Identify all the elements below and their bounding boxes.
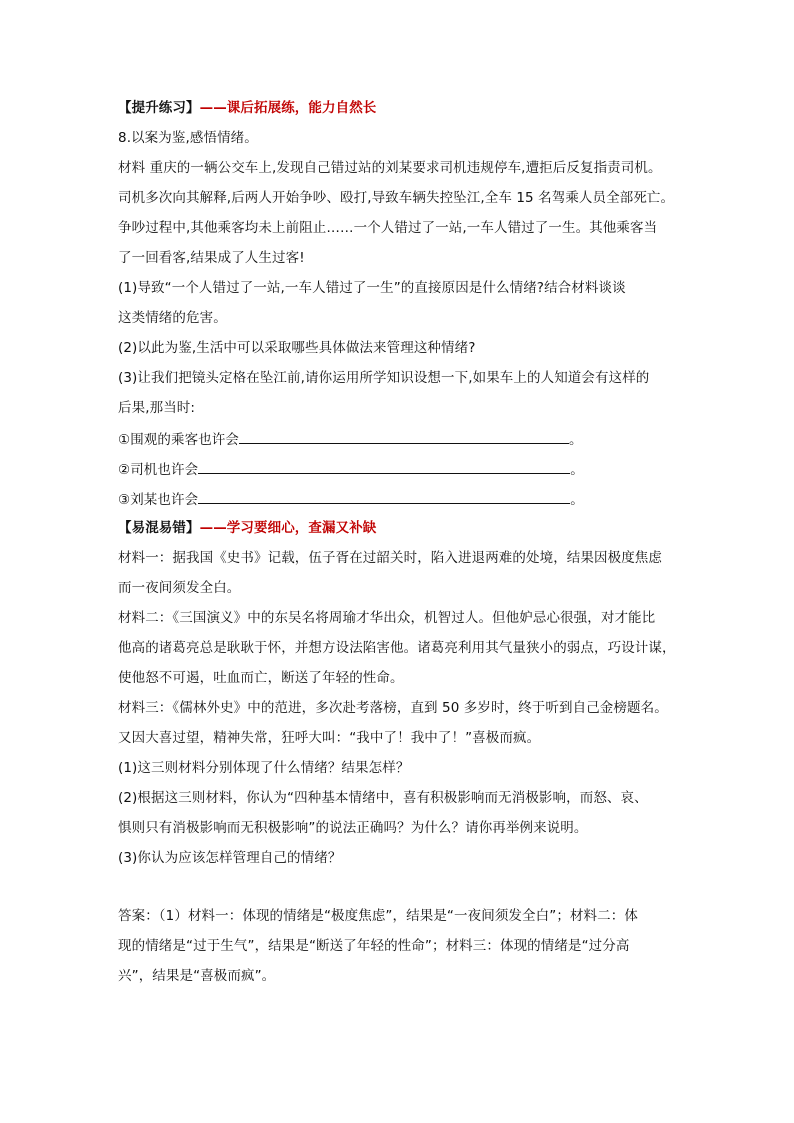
question-2-line: 惧则只有消极影响而无积极影响”的说法正确吗？为什么？请你再举例来说明。: [118, 820, 588, 836]
question-3: (3)你认为应该怎样管理自己的情绪？: [118, 850, 342, 866]
heading-bracket-title: 【提升练习】: [118, 100, 200, 116]
question-1-line: (1)导致“一个人错过了一站,一车人错过了一生”的直接原因是什么情绪?结合材料谈谈: [118, 280, 626, 296]
material-line: 司机多次向其解释,后两人开始争吵、殴打,导致车辆失控坠江,全车 15 名驾乘人员全部死亡。: [118, 190, 675, 206]
material-2-line: 使他怒不可遏，吐血而亡，断送了年轻的性命。: [118, 670, 404, 686]
material-line: 了一回看客,结果成了人生过客!: [118, 250, 305, 266]
material-2-line: 他高的诸葛亮总是耿耿于怀，并想方设法陷害他。诸葛亮利用其气量狭小的弱点，巧设计谋，: [118, 640, 676, 656]
fill-blank-item: [118, 428, 688, 458]
section-heading-practice: [118, 98, 688, 128]
material-1-line: 材料一：据我国《史书》记载，伍子胥在过韶关时，陷入进退两难的处境，结果因极度焦虑: [118, 550, 662, 566]
question-1: (1)这三则材料分别体现了什么情绪？结果怎样？: [118, 760, 410, 776]
fill-blank-item: [118, 488, 688, 518]
material-line: 材料 重庆的一辆公交车上,发现自己错过站的刘某要求司机违规停车,遭拒后反复指责司机。: [118, 160, 662, 176]
fill-prefix: ①围观的乘客也许会: [118, 432, 240, 448]
heading-red-subtitle: ——课后拓展练，能力自然长: [199, 100, 377, 116]
question-1-line: 这类情绪的危害。: [118, 310, 227, 326]
question-3-line: 后果,那当时:: [118, 400, 196, 416]
material-1-line: 而一夜间须发全白。: [118, 580, 241, 596]
document-page: [118, 98, 688, 996]
question-title: 8.以案为鉴,感悟情绪。: [118, 130, 258, 146]
question-3-line: (3)让我们把镜头定格在坠江前,请你运用所学知识设想一下,如果车上的人知道会有这样的: [118, 370, 650, 386]
answer-blank[interactable]: [239, 428, 569, 444]
fill-prefix: ③刘某也许会: [118, 492, 199, 508]
fill-suffix: 。: [569, 432, 583, 448]
answer-blank[interactable]: [198, 488, 570, 504]
material-3-line: 材料三：《儒林外史》中的范进，多次赴考落榜，直到 50 多岁时，终于听到自己金榜题名。: [118, 700, 668, 716]
answer-line: 答案：（1）材料一：体现的情绪是“极度焦虑”，结果是“一夜间须发全白”；材料二：体: [118, 908, 638, 924]
section-heading-mistakes: [118, 518, 688, 548]
fill-suffix: 。: [570, 492, 584, 508]
material-line: 争吵过程中,其他乘客均未上前阻止……一个人错过了一站,一车人错过了一生。其他乘客当: [118, 220, 658, 236]
question-2: (2)以此为鉴,生活中可以采取哪些具体做法来管理这种情绪?: [118, 340, 476, 356]
fill-blank-item: [118, 458, 688, 488]
spacer: [118, 878, 688, 906]
heading-bracket-title: 【易混易错】: [118, 520, 200, 536]
fill-suffix: 。: [570, 462, 584, 478]
question-2-line: (2)根据这三则材料，你认为“四种基本情绪中，喜有积极影响而无消极影响，而怒、哀、: [118, 790, 648, 806]
answer-blank[interactable]: [198, 458, 570, 474]
material-3-line: 又因大喜过望，精神失常，狂呼大叫：“我中了！我中了！”喜极而疯。: [118, 730, 541, 746]
answer-line: 兴”，结果是“喜极而疯”。: [118, 968, 276, 984]
answer-line: 现的情绪是“过于生气”，结果是“断送了年轻的性命”；材料三：体现的情绪是“过分高: [118, 938, 630, 954]
material-2-line: 材料二：《三国演义》中的东吴名将周瑜才华出众，机智过人。但他妒忌心很强，对才能比: [118, 610, 656, 626]
heading-red-subtitle: ——学习要细心，查漏又补缺: [199, 520, 377, 536]
fill-prefix: ②司机也许会: [118, 462, 199, 478]
